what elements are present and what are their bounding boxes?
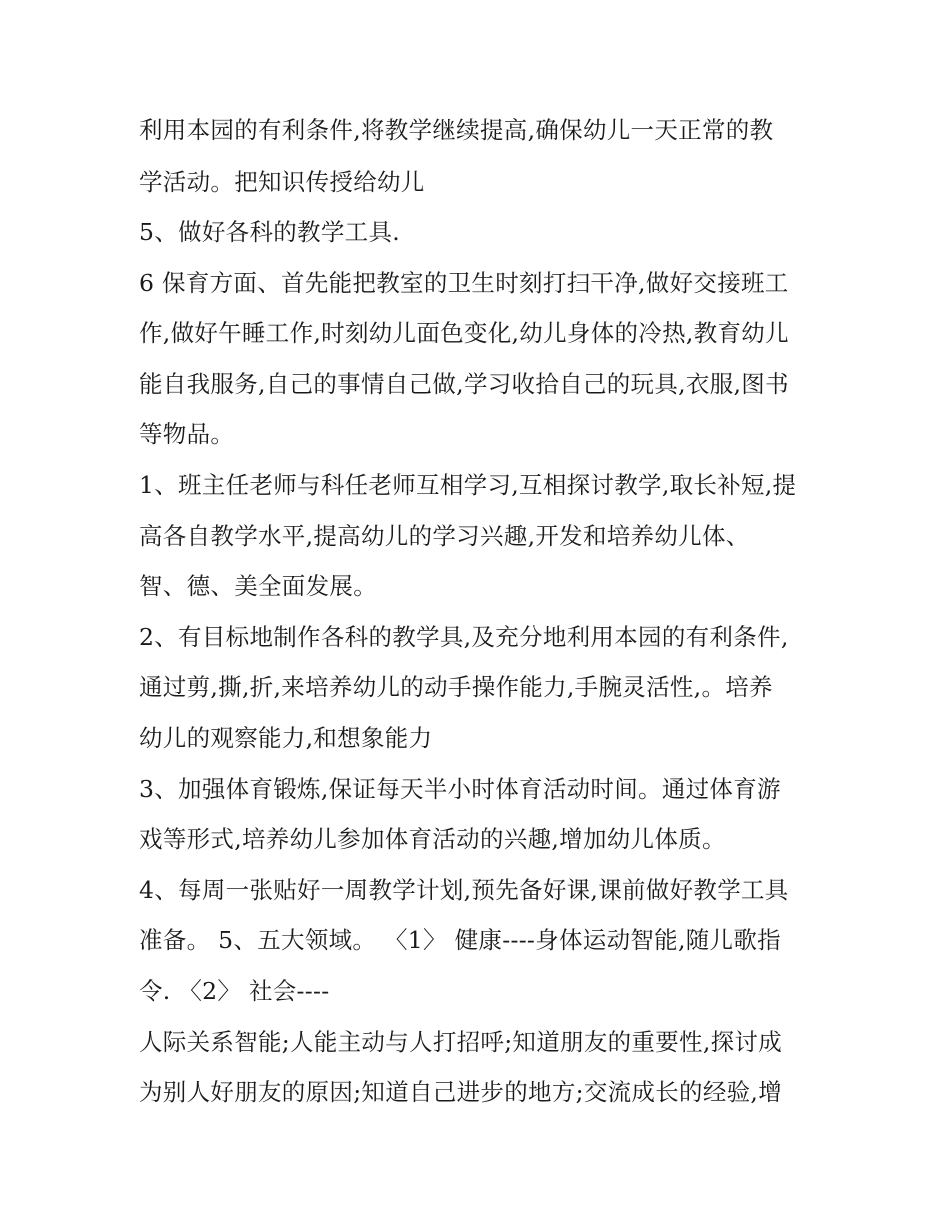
text-line: 能自我服务,自己的事情自己做,学习收拾自己的玩具,衣服,图书: [139, 370, 789, 398]
text-line: 为别人好朋友的原因;知道自己进步的地方;交流成长的经验,增: [139, 1078, 783, 1106]
text-line: 1、班主任老师与科任老师互相学习,互相探讨教学,取长补短,提: [139, 471, 797, 499]
text-line: 准备。 5、五大领域。 〈1〉 健康----身体运动智能,随儿歌指: [139, 926, 781, 954]
text-line: 高各自教学水平,提高幼儿的学习兴趣,开发和培养幼儿体、: [139, 522, 750, 550]
text-line: 戏等形式,培养幼儿参加体育活动的兴趣,增加幼儿体质。: [139, 825, 726, 853]
text-line: 2、有目标地制作各科的教学具,及充分地利用本园的有利条件,: [139, 623, 789, 651]
text-line: 5、做好各科的教学工具.: [139, 218, 401, 246]
text-line: 通过剪,撕,折,来培养幼儿的动手操作能力,手腕灵活性,。培养: [139, 673, 773, 701]
text-line: 人际关系智能;人能主动与人打招呼;知道朋友的重要性,探讨成: [139, 1028, 783, 1056]
text-line: 令. 〈2〉 社会----: [139, 977, 330, 1005]
text-line: 作,做好午睡工作,时刻幼儿面色变化,幼儿身体的冷热,教育幼儿: [139, 319, 789, 347]
text-line: 3、加强体育锻炼,保证每天半小时体育活动时间。通过体育游: [139, 775, 781, 803]
text-line: 4、每周一张贴好一周教学计划,预先备好课,课前做好教学工具: [139, 876, 789, 904]
text-line: 6 保育方面、首先能把教室的卫生时刻打扫干净,做好交接班工: [139, 269, 789, 297]
text-line: 利用本园的有利条件,将教学继续提高,确保幼儿一天正常的教: [139, 116, 774, 144]
text-line: 学活动。把知识传授给幼儿: [139, 168, 425, 196]
text-line: 等物品。: [139, 420, 235, 448]
text-line: 幼儿的观察能力,和想象能力: [139, 724, 433, 752]
text-line: 智、德、美全面发展。: [139, 572, 377, 600]
